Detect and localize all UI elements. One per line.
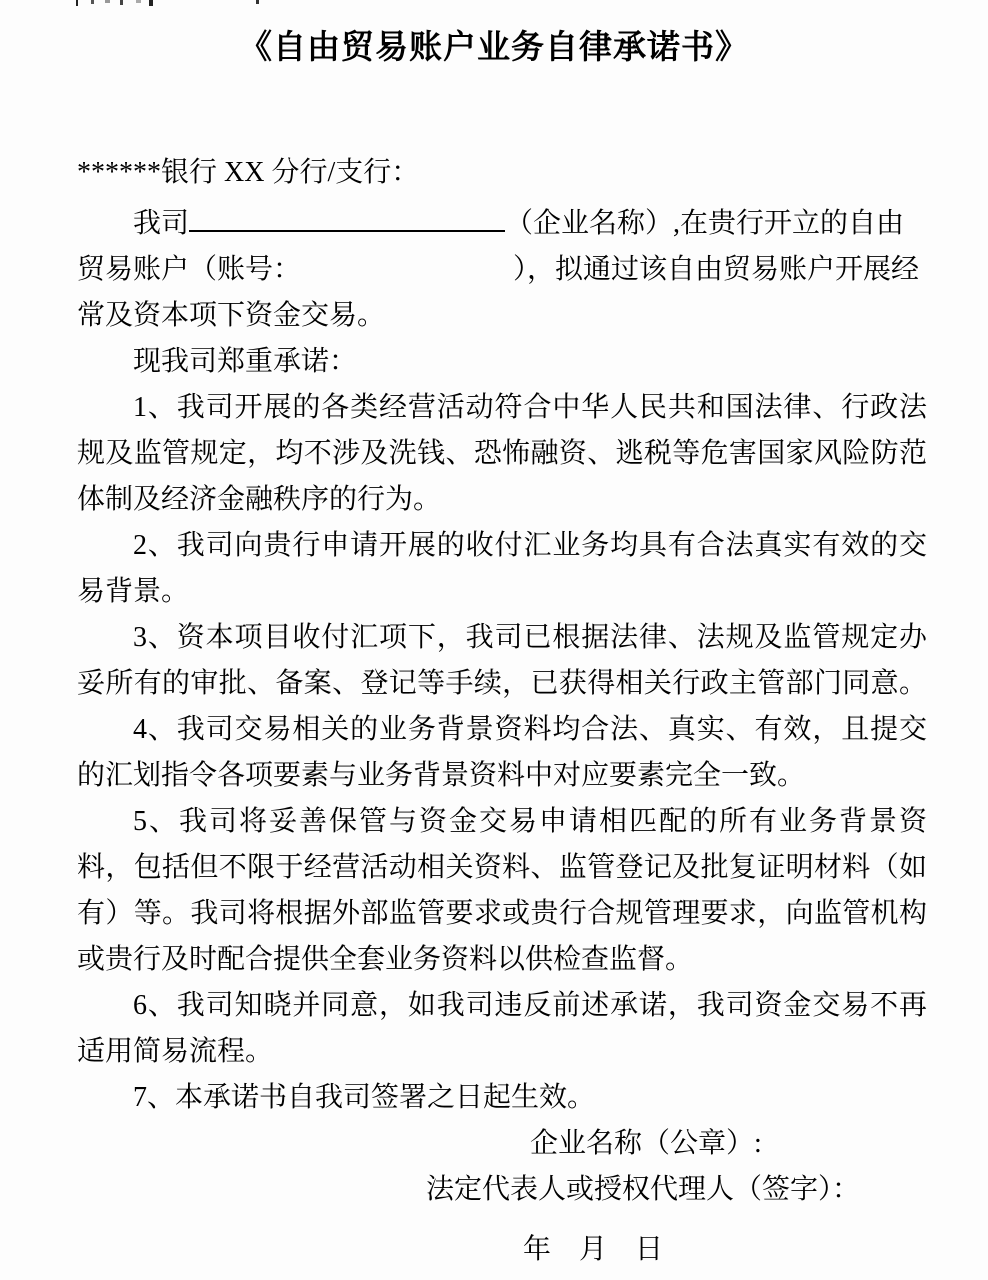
paragraph-line: 或贵行及时配合提供全套业务资料以供检查监督。 bbox=[77, 944, 694, 975]
torn-text-fragment bbox=[256, 0, 259, 4]
paragraph-line: 易背景。 bbox=[77, 576, 190, 607]
torn-text-fragment bbox=[136, 0, 141, 3]
torn-text-fragment bbox=[76, 0, 78, 6]
account-number-fill-line bbox=[77, 247, 927, 293]
fill-line-suffix: （企业名称）,在贵行开立的自由 bbox=[505, 208, 905, 239]
paragraph-line: 体制及经济金融秩序的行为。 bbox=[77, 484, 442, 515]
fill-line-prefix: 我司 bbox=[133, 208, 190, 239]
paragraph-line: 料，包括但不限于经营活动相关资料、监管登记及批复证明材料（如 bbox=[77, 852, 927, 883]
company-name-blank bbox=[189, 196, 505, 232]
company-seal-label: 企业名称（公章）: bbox=[530, 1128, 762, 1159]
paragraph-line: 规及监管规定，均不涉及洗钱、恐怖融资、逃税等危害国家风险防范 bbox=[77, 438, 927, 469]
paragraph-line: 妥所有的审批、备案、登记等手续，已获得相关行政主管部门同意。 bbox=[77, 668, 927, 699]
paragraph-line: 有）等。我司将根据外部监管要求或贵行合规管理要求，向监管机构 bbox=[77, 898, 927, 929]
paragraph-line: 2、我司向贵行申请开展的收付汇业务均具有合法真实有效的交 bbox=[133, 530, 927, 561]
bank-salutation: ******银行 XX 分行/支行： bbox=[77, 157, 420, 188]
paragraph-line: 的汇划指令各项要素与业务背景资料中对应要素完全一致。 bbox=[77, 760, 806, 791]
paragraph-line: 5、我司将妥善保管与资金交易申请相匹配的所有业务背景资 bbox=[133, 806, 927, 837]
torn-text-fragment bbox=[120, 0, 123, 5]
paragraph-line: 7、本承诺书自我司签署之日起生效。 bbox=[133, 1082, 596, 1113]
company-name-fill-line bbox=[77, 196, 927, 247]
paragraph-line: 3、资本项目收付汇项下，我司已根据法律、法规及监管规定办 bbox=[133, 622, 927, 653]
fill-line-prefix: 贸易账户（账号： bbox=[77, 254, 302, 285]
torn-text-fragment bbox=[149, 0, 153, 6]
legal-representative-label: 法定代表人或授权代理人（签字）： bbox=[426, 1174, 861, 1205]
fill-line-suffix: ），拟通过该自由贸易账户开展经 bbox=[513, 254, 920, 285]
paragraph-line: 适用简易流程。 bbox=[77, 1036, 274, 1067]
signature-block bbox=[77, 1121, 927, 1273]
paragraph-line: 现我司郑重承诺： bbox=[133, 346, 358, 377]
torn-text-fragment bbox=[105, 0, 110, 3]
paragraph-line: 常及资本项下资金交易。 bbox=[77, 300, 386, 331]
date-label: 年 月 日 bbox=[523, 1234, 664, 1265]
torn-text-fragment bbox=[91, 0, 94, 4]
document-title: 《自由贸易账户业务自律承诺书》 bbox=[239, 30, 749, 66]
paragraph-line: 6、我司知晓并同意，如我司违反前述承诺，我司资金交易不再 bbox=[133, 990, 927, 1021]
document-body bbox=[77, 150, 927, 1273]
paragraph-line: 1、我司开展的各类经营活动符合中华人民共和国法律、行政法 bbox=[133, 392, 927, 423]
paragraph-line: 4、我司交易相关的业务背景资料均合法、真实、有效，且提交 bbox=[133, 714, 927, 745]
